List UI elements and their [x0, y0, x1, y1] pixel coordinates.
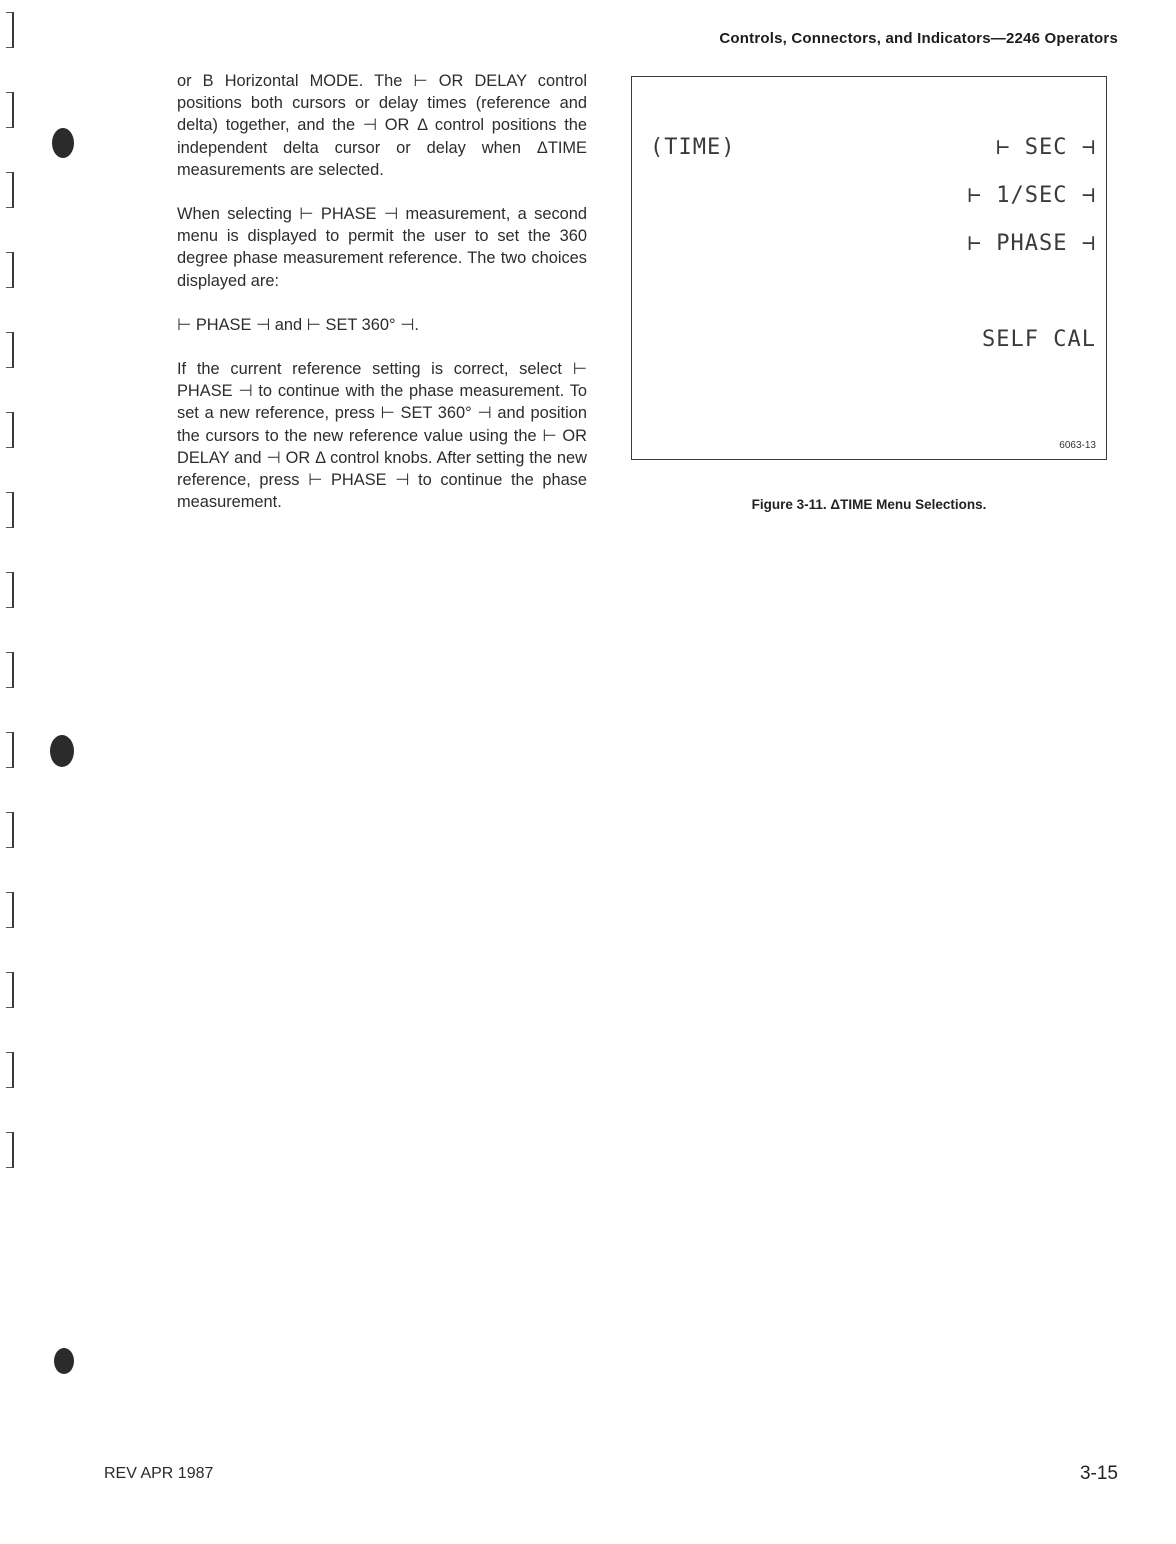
binder-mark — [6, 412, 14, 448]
menu-item-phase: ⊢ PHASE ⊣ — [967, 231, 1096, 256]
binder-mark — [6, 972, 14, 1008]
menu-screen-figure — [631, 76, 1107, 460]
page-header: Controls, Connectors, and Indicators—2246 Operators — [719, 30, 1118, 47]
binder-mark — [6, 332, 14, 368]
revision-date: REV APR 1987 — [104, 1465, 214, 1482]
paragraph: ⊢ PHASE ⊣ and ⊢ SET 360° ⊣. — [177, 315, 419, 334]
binder-edge-marks — [0, 0, 20, 1544]
paragraph: or B Horizontal MODE. The ⊢ OR DELAY control positions both cursors or delay times (reference and delta) together, and the ⊣ OR Δ control positions the independent delta cursor or delay when ΔTIME measurements are selected. — [177, 72, 587, 179]
binder-mark — [6, 572, 14, 608]
menu-item-1-sec: ⊢ 1/SEC ⊣ — [967, 183, 1096, 208]
binder-mark — [6, 652, 14, 688]
binder-mark — [6, 492, 14, 528]
binder-mark — [6, 172, 14, 208]
binder-mark — [6, 92, 14, 128]
paragraph: When selecting ⊢ PHASE ⊣ measurement, a second menu is displayed to permit the user to set the 360 degree phase measurement reference. The two choices displayed are: — [177, 205, 587, 290]
page-number: 3-15 — [1079, 1463, 1118, 1484]
menu-item-self-cal: SELF CAL — [982, 327, 1096, 352]
paragraph: If the current reference setting is correct, select ⊢ PHASE ⊣ to continue with the phase measurement. To set a new reference, press ⊢ SET 360° ⊣ and position the cursors to the new reference value using the ⊢ OR DELAY and ⊣ OR Δ control knobs. After setting the new reference, press ⊢ PHASE ⊣ to continue the phase measurement. — [177, 360, 587, 512]
punch-hole-shadow — [52, 128, 74, 158]
menu-title: (TIME) — [650, 135, 736, 160]
punch-hole-shadow — [50, 735, 74, 767]
figure-caption: Figure 3-11. ΔTIME Menu Selections. — [751, 497, 987, 512]
body-text-column — [177, 70, 587, 513]
binder-mark — [6, 12, 14, 48]
binder-mark — [6, 812, 14, 848]
binder-mark — [6, 732, 14, 768]
binder-mark — [6, 892, 14, 928]
menu-item-sec: ⊢ SEC ⊣ — [996, 135, 1096, 160]
binder-mark — [6, 252, 14, 288]
binder-mark — [6, 1132, 14, 1168]
punch-hole-shadow — [54, 1348, 74, 1374]
figure-number: 6063-13 — [1059, 440, 1096, 451]
binder-mark — [6, 1052, 14, 1088]
